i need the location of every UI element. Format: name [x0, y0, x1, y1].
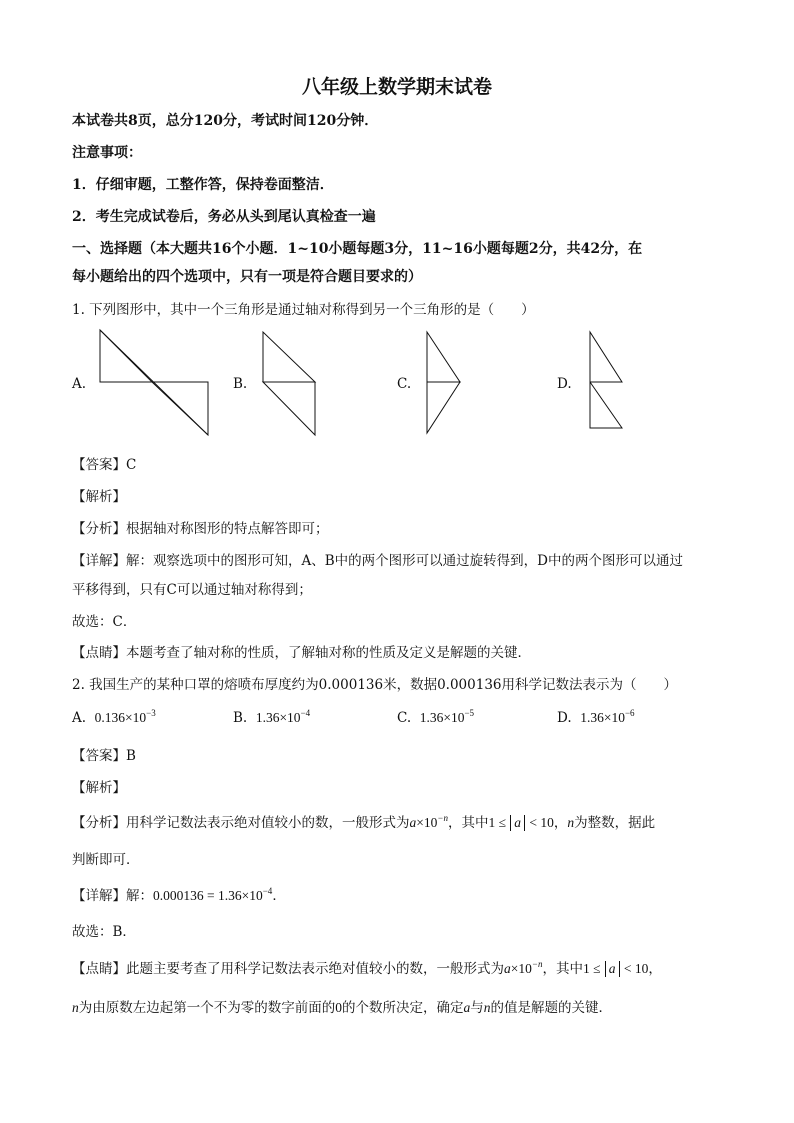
q2-dianjing-text-1: 【点睛】此题主要考查了用科学记数法表示绝对值较小的数，一般形式为 [72, 961, 504, 977]
q2-option-c-value: 1.36×10 [419, 710, 465, 725]
q2-dianjing-math-lt-ten: < 10 [623, 961, 649, 976]
q2-fenxi-line2: 判断即可． [72, 852, 140, 868]
notice-item-2: 2．考生完成试卷后，务必从头到尾认真检查一遍 [72, 209, 376, 225]
q2-analysis-label: 【解析】 [72, 780, 126, 796]
q2-dianjing-line1 [72, 957, 662, 977]
q2-xiangjie-end: ． [272, 888, 286, 904]
q2-dianjing-line2 [72, 996, 612, 1016]
q2-option-b-label: B. [233, 710, 248, 726]
q2-fenxi-text-1: 【分析】用科学记数法表示绝对值较小的数，一般形式为 [72, 815, 410, 831]
q2-xiangjie-equation: 0.000136 = 1.36×10 [153, 888, 263, 903]
q1-stem: 1. 下列图形中，其中一个三角形是通过轴对称得到另一个三角形的是（ ） [72, 302, 535, 318]
q2-option-d-label: D. [557, 710, 572, 726]
q2-option-b-value: 1.36×10 [255, 710, 301, 725]
q2-dianjing-text-5: 的个数所决定，确定 [342, 1000, 464, 1016]
q1-choice: 故选：C． [72, 614, 137, 630]
q2-option-b-exp: −4 [300, 708, 311, 718]
q2-stem: 2. 我国生产的某种口罩的熔喷布厚度约为0.000136米，数据0.000136用科学记数法表示为（ ） [72, 677, 678, 693]
exam-info: 本试卷共8页，总分120分，考试时间120分钟． [72, 113, 379, 129]
q2-fenxi-text-4: 为整数，据此 [574, 815, 656, 831]
q2-option-c-label: C. [397, 710, 412, 726]
q2-option-d-value: 1.36×10 [580, 710, 625, 725]
q2-fenxi-text-2: ，其中 [447, 815, 489, 831]
q2-option-c-exp: −5 [464, 708, 475, 718]
q2-xiangjie [72, 884, 286, 904]
q2-fenxi-line1 [72, 811, 655, 831]
q2-fenxi-math-n: n [567, 815, 575, 830]
q2-dianjing-text-2: ，其中 [542, 961, 583, 977]
q1-option-a-label: A. [72, 376, 87, 392]
q2-dianjing-math-a: a [504, 961, 511, 976]
q2-option-a-label: A. [72, 710, 87, 726]
q2-fenxi-math-abs-a: a [510, 815, 525, 831]
q2-option-d [557, 708, 635, 726]
section-heading-line2: 每小题给出的四个选项中，只有一项是符合题目要求的） [72, 269, 422, 285]
q2-fenxi-math-times10: ×10 [416, 815, 438, 830]
q1-option-c-label: C. [397, 376, 412, 392]
q2-dianjing-math-exp: −n [531, 959, 543, 969]
q2-answer: 【答案】B [72, 748, 136, 764]
q2-xiangjie-exp: −4 [262, 886, 273, 896]
q2-fenxi-math-one-le: 1 ≤ [488, 815, 506, 830]
q1-answer: 【答案】C [72, 457, 137, 473]
q2-dianjing-math-one-le: 1 ≤ [582, 961, 601, 976]
notice-title: 注意事项： [72, 145, 142, 161]
q1-option-b-label: B. [233, 376, 248, 392]
q1-xiangjie-line1: 【详解】解：观察选项中的图形可知，A、B中的两个图形可以通过旋转得到，D中的两个图形可以通过 [72, 553, 683, 569]
q2-dianjing-text-4: 为由原数左边起第一个不为零的数字前面的 [78, 1000, 336, 1016]
q2-fenxi-math-lt-ten: < 10 [529, 815, 554, 830]
q2-fenxi-text-3: ， [553, 815, 568, 831]
q2-option-c [397, 708, 474, 726]
q2-dianjing-text-6: 与 [470, 1000, 484, 1016]
q2-option-a-value: 0.136×10 [94, 710, 147, 725]
q2-xiangjie-text: 【详解】解： [72, 888, 153, 904]
q1-d-triangle-2 [590, 382, 622, 428]
q2-dianjing-math-a-2: a [463, 1000, 471, 1015]
q1-xiangjie-line2: 平移得到，只有C可以通过轴对称得到； [72, 582, 312, 598]
q1-fenxi: 【分析】根据轴对称图形的特点解答即可； [72, 521, 329, 537]
q1-dianjing: 【点睛】本题考查了轴对称的性质，了解轴对称的性质及定义是解题的关键． [72, 645, 531, 661]
q2-option-a-exp: −3 [146, 708, 156, 718]
q2-choice: 故选：B． [72, 924, 136, 940]
q2-dianjing-math-times10: ×10 [510, 961, 532, 976]
section-heading-line1: 一、选择题（本大题共16个小题．1~10小题每题3分，11~16小题每题2分，共42分，在 [72, 241, 643, 257]
page-title: 八年级上数学期末试卷 [301, 76, 492, 98]
q1-option-d-label: D. [557, 376, 572, 392]
q2-option-d-exp: −6 [624, 708, 635, 718]
q1-d-triangle-1 [590, 332, 622, 382]
q1-analysis-label: 【解析】 [72, 489, 126, 505]
q2-dianjing-math-zero: 0 [335, 1000, 342, 1015]
q2-fenxi-math-a: a [409, 815, 417, 830]
q2-dianjing-math-abs-a: a [605, 961, 620, 977]
q2-dianjing-math-n-2: n [483, 1000, 491, 1015]
q2-option-b [233, 708, 310, 726]
notice-item-1: 1．仔细审题，工整作答，保持卷面整洁． [72, 177, 334, 193]
q2-dianjing-math-n-1: n [72, 1000, 79, 1015]
q2-fenxi-math-exp: −n [437, 813, 448, 823]
q2-dianjing-text-3: ， [648, 961, 662, 977]
q2-dianjing-text-7: 的值是解题的关键． [490, 1000, 612, 1016]
q2-option-a [72, 708, 156, 726]
